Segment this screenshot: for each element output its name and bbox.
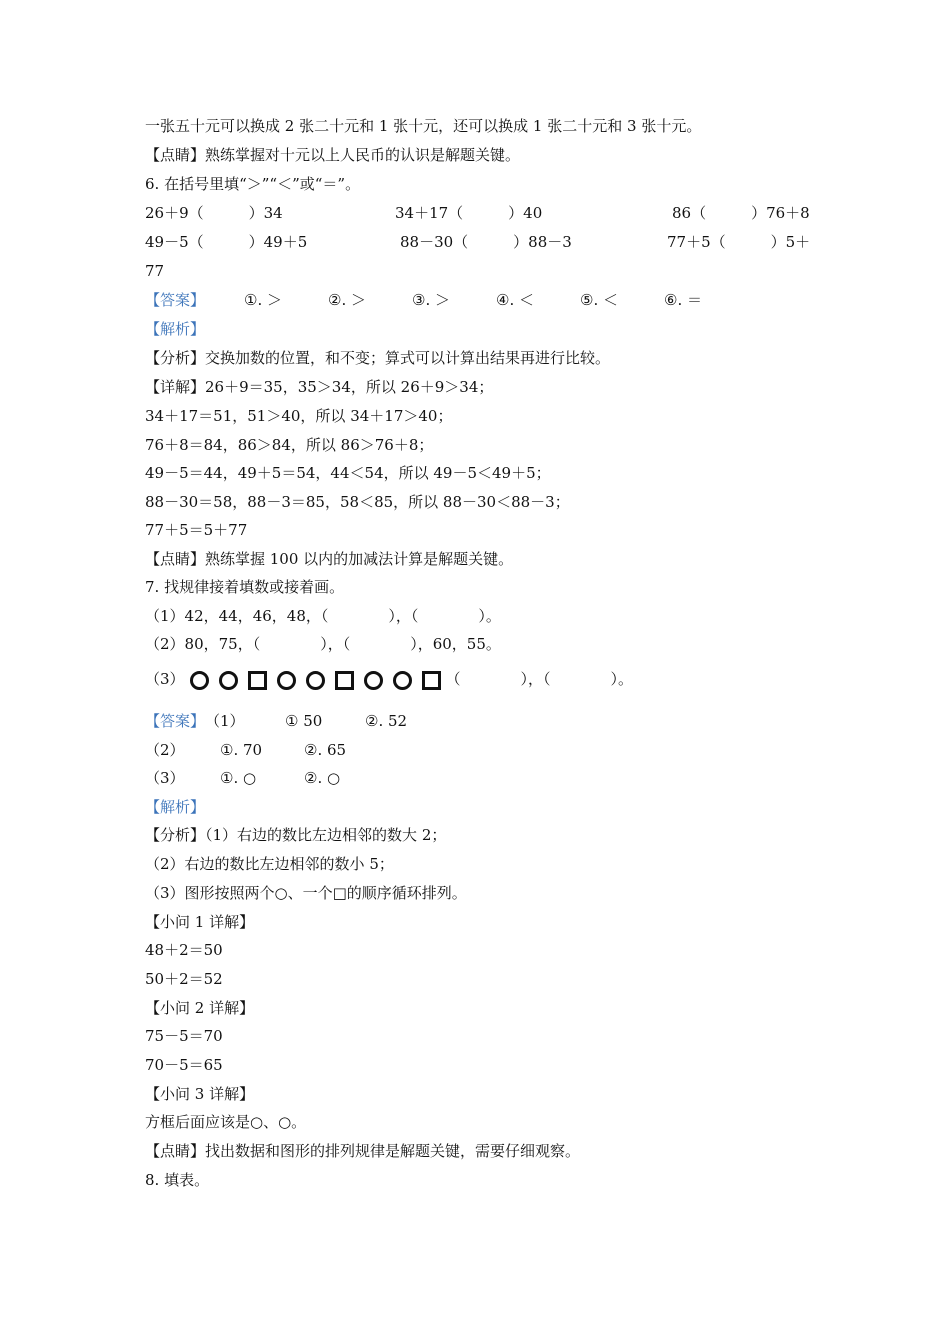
q7-part-2: （2）80，75，（ ），（ ），60，55。 xyxy=(145,635,501,653)
q7-sub1-line: 48＋2＝50 xyxy=(145,941,223,959)
q7-ans1-label: （1） xyxy=(205,712,245,730)
q7-ans1-b: ②. 52 xyxy=(365,712,408,730)
q6-row2-wrap: 77 xyxy=(145,262,165,280)
q6-detail-line: 76＋8＝84，86＞84，所以 86＞76＋8； xyxy=(145,436,434,454)
q7-analysis-line: 【分析】（1）右边的数比左边相邻的数大 2； xyxy=(145,826,447,844)
circle-shape-icon xyxy=(306,671,325,690)
q7-ans2-label: （2） xyxy=(145,741,185,759)
q6-item-3: 86（ ）76＋8 xyxy=(672,204,810,222)
q8-title: 8. 填表。 xyxy=(145,1171,210,1189)
q7-sub1-title: 【小问 1 详解】 xyxy=(145,913,255,931)
q7-analysis-line: （2）右边的数比左边相邻的数小 5； xyxy=(145,855,394,873)
q6-detail-line: 77＋5＝5＋77 xyxy=(145,521,248,539)
q6-detail-line: 49－5＝44，49＋5＝54，44＜54，所以 49－5＜49＋5； xyxy=(145,464,551,482)
q7-sub2-title: 【小问 2 详解】 xyxy=(145,999,255,1017)
q6-analysis: 【分析】交换加数的位置，和不变；算式可以计算出结果再进行比较。 xyxy=(145,349,611,367)
q7-tip: 【点睛】找出数据和图形的排列规律是解题关键，需要仔细观察。 xyxy=(145,1142,581,1160)
circle-shape-icon xyxy=(219,671,238,690)
square-shape-icon xyxy=(335,671,354,690)
circle-shape-icon xyxy=(364,671,383,690)
q7-ans3-label: （3） xyxy=(145,769,185,787)
q7-sub3-line: 方框后面应该是○、○。 xyxy=(145,1113,307,1131)
q6-detail-line: 【详解】26＋9＝35，35＞34，所以 26＋9＞34； xyxy=(145,378,494,396)
q6-item-4: 49－5（ ）49＋5 xyxy=(145,233,308,251)
q7-ans3-a: ①. ○ xyxy=(220,769,257,787)
tip-q5: 【点睛】熟练掌握对十元以上人民币的认识是解题关键。 xyxy=(145,146,521,164)
q7-title: 7. 找规律接着填数或接着画。 xyxy=(145,578,345,596)
circle-shape-icon xyxy=(393,671,412,690)
q7-part-3-tail: （ ），（ ）。 xyxy=(445,670,634,688)
circle-shape-icon xyxy=(277,671,296,690)
answer-label: 【答案】 xyxy=(145,291,206,309)
q6-answer-4: ④. ＜ xyxy=(496,291,534,309)
q6-answer-5: ⑤. ＜ xyxy=(580,291,618,309)
q6-answer-3: ③. ＞ xyxy=(412,291,450,309)
shape-sequence xyxy=(185,670,446,688)
analysis-label: 【解析】 xyxy=(145,320,206,338)
q6-item-1: 26＋9（ ）34 xyxy=(145,204,283,222)
q6-detail-line: 34＋17＝51，51＞40，所以 34＋17＞40； xyxy=(145,407,453,425)
q6-detail-line: 88－30＝58，88－3＝85，58＜85，所以 88－30＜88－3； xyxy=(145,493,570,511)
square-shape-icon xyxy=(248,671,267,690)
q7-part-3 xyxy=(145,669,633,690)
q7-analysis-line: （3）图形按照两个○、一个□的顺序循环排列。 xyxy=(145,884,467,902)
analysis-label: 【解析】 xyxy=(145,798,206,816)
q7-sub1-line: 50＋2＝52 xyxy=(145,970,223,988)
q7-ans2-a: ①. 70 xyxy=(220,741,263,759)
q6-item-2: 34＋17（ ）40 xyxy=(395,204,543,222)
q7-part-1: （1）42，44，46，48，（ ），（ ）。 xyxy=(145,607,501,625)
q6-title: 6. 在括号里填“＞”“＜”或“＝”。 xyxy=(145,175,361,193)
q6-tip: 【点睛】熟练掌握 100 以内的加减法计算是解题关键。 xyxy=(145,550,514,568)
q6-answer-6: ⑥. ＝ xyxy=(664,291,702,309)
circle-shape-icon xyxy=(190,671,209,690)
q7-sub2-line: 75－5＝70 xyxy=(145,1027,223,1045)
q7-sub2-line: 70－5＝65 xyxy=(145,1056,223,1074)
q6-item-5: 88－30（ ）88－3 xyxy=(400,233,572,251)
q7-ans1-a: ① 50 xyxy=(285,712,323,730)
q7-part-3-label: （3） xyxy=(145,670,185,688)
q7-sub3-title: 【小问 3 详解】 xyxy=(145,1085,255,1103)
square-shape-icon xyxy=(422,671,441,690)
q6-answer-1: ①. ＞ xyxy=(244,291,282,309)
answer-label: 【答案】 xyxy=(145,712,206,730)
exchange-text: 一张五十元可以换成 2 张二十元和 1 张十元，还可以换成 1 张二十元和 3 张十元。 xyxy=(145,117,702,135)
q7-ans3-b: ②. ○ xyxy=(304,769,341,787)
q7-ans2-b: ②. 65 xyxy=(304,741,347,759)
q6-answer-2: ②. ＞ xyxy=(328,291,366,309)
q6-item-6: 77＋5（ ）5＋ xyxy=(667,233,811,251)
